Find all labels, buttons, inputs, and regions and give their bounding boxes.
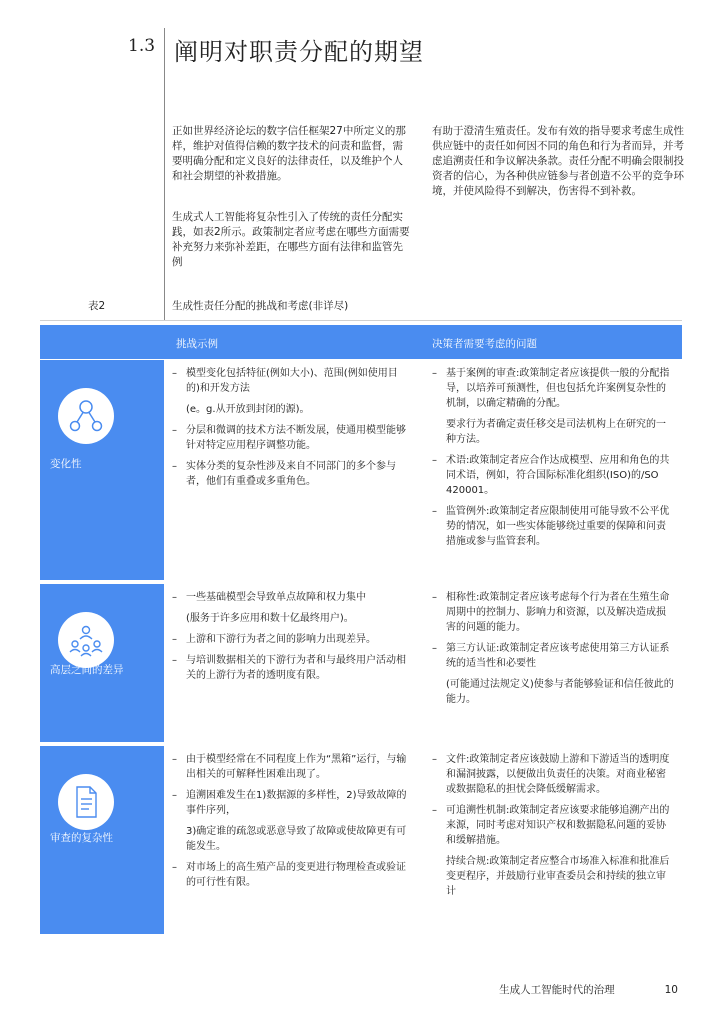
list-item: – 模型变化包括特征(例如大小)、范围(例如使用目的)和开发方法 xyxy=(172,368,398,394)
challenge-cell xyxy=(164,360,418,580)
table-label: 表2 xyxy=(88,300,106,312)
list-item: – 可追溯性机制:政策制定者应该要求能够追溯产出的来源，同时考虑对知识产权和数据隐私问题的妥协和缓解措施。 xyxy=(432,805,670,846)
footer-title: 生成人工智能时代的治理 xyxy=(499,984,615,996)
row-label: 变化性 xyxy=(50,458,82,470)
table-row xyxy=(40,584,682,742)
intro-left-paragraph-2: 生成式人工智能将复杂性引入了传统的责任分配实践，如表2所示。政策制定者应考虑在哪些方面需要补充努力来弥补差距，在哪些方面有法律和监管先例 xyxy=(172,211,410,268)
table-row xyxy=(40,746,682,934)
list-item-sub: (服务于许多应用和数十亿最终用户)。 xyxy=(186,613,354,624)
row-icon-circle xyxy=(58,612,114,668)
list-item: – 第三方认证:政策制定者应该考虑使用第三方认证系统的适当性和必要性 xyxy=(432,643,670,669)
list-item: – 相称性:政策制定者应该考虑每个行为者在生殖生命周期中的控制力、影响力和资源，以及解决造成损害的问题的能力。 xyxy=(432,592,670,633)
page-number: 10 xyxy=(664,984,678,996)
row-side-panel xyxy=(40,746,164,934)
row-icon-circle xyxy=(58,388,114,444)
intro-right-paragraph: 有助于澄清生殖责任。发布有效的指导要求考虑生成性供应链中的责任如何因不同的角色和行为者而异，并考虑追溯责任和争议解决条款。责任分配不明确会限制投资者的信心，为各种供应链参与者创造不公平的竞争环境，并使风险得不到解决，伤害得不到补救。 xyxy=(432,125,684,197)
row-side-panel xyxy=(40,584,164,742)
list-item: – 术语:政策制定者应合作达成模型、应用和角色的共同术语，例如，符合国际标准化组织(ISO)的/SO 420001。 xyxy=(432,455,670,496)
list-item-sub: (e。g.从开放到封闭的源)。 xyxy=(186,404,310,415)
nodes-icon xyxy=(68,398,104,434)
list-item-sub: 3)确定谁的疏忽或恶意导致了故障或使故障更有可能发生。 xyxy=(186,826,407,852)
col-header-challenges: 挑战示例 xyxy=(176,338,218,350)
header-divider xyxy=(164,28,165,320)
list-item: – 一些基础模型会导致单点故障和权力集中 xyxy=(172,592,366,603)
list-item: – 基于案例的审查:政策制定者应该提供一般的分配指导，以培养可预测性，但也包括允许案例复杂性的机制，以确定精确的分配。 xyxy=(432,368,670,409)
list-item-sub: 持续合规:政策制定者应整合市场准入标准和批准后变更程序，并鼓励行业审查委员会和持续的独立审计 xyxy=(446,856,670,897)
list-item: – 上游和下游行为者之间的影响力出现差异。 xyxy=(172,634,376,645)
list-item: – 对市场上的高生殖产品的变更进行物理检查或验证的可行性有限。 xyxy=(172,862,406,888)
list-item: – 监管例外:政策制定者应限制使用可能导致不公平优势的情况，如一些实体能够绕过重要的保障和问责措施或参与监管套利。 xyxy=(432,506,670,547)
document-icon xyxy=(68,784,104,820)
list-item: – 文件:政策制定者应该鼓励上游和下游适当的透明度和漏洞披露，以便做出负责任的决策。对商业秘密或数据隐私的担忧会降低缓解需求。 xyxy=(432,754,670,795)
row-label: 高层之间的差异 xyxy=(50,664,124,676)
list-item-sub: 要求行为者确定责任移交是司法机构上在研究的一种方法。 xyxy=(446,419,666,445)
list-item: – 由于模型经常在不同程度上作为“黑箱”运行，与输出相关的可解释性困难出现了。 xyxy=(172,754,407,780)
list-item: – 分层和微调的技术方法不断发展，使通用模型能够针对特定应用程序调整功能。 xyxy=(172,425,406,451)
list-item: – 实体分类的复杂性涉及来自不同部门的多个参与者，他们有重叠或多重角色。 xyxy=(172,461,396,487)
section-number: 1.3 xyxy=(128,36,156,56)
consideration-cell xyxy=(424,584,682,742)
row-label: 审查的复杂性 xyxy=(50,832,113,844)
challenge-cell xyxy=(164,746,418,934)
page-footer xyxy=(499,982,678,997)
list-item-sub: (可能通过法规定义)使参与者能够验证和信任彼此的能力。 xyxy=(446,679,674,705)
row-side-panel xyxy=(40,360,164,580)
col-header-considerations: 决策者需要考虑的问题 xyxy=(432,338,537,350)
consideration-cell xyxy=(424,746,682,934)
table-top-rule xyxy=(40,320,682,321)
list-item: – 追溯困难发生在1)数据源的多样性，2)导致故障的事件序列， xyxy=(172,790,407,816)
section-title: 阐明对职责分配的期望 xyxy=(174,38,424,66)
challenge-cell xyxy=(164,584,418,742)
list-item: – 与培训数据相关的下游行为者和与最终用户活动相关的上游行为者的透明度有限。 xyxy=(172,655,406,681)
people-network-icon xyxy=(68,622,104,658)
row-icon-circle xyxy=(58,774,114,830)
intro-left-paragraph-1: 正如世界经济论坛的数字信任框架27中所定义的那样，维护对值得信赖的数字技术的问责和监督，需要明确分配和定义良好的法律责任，以及维护个人和社会期望的补救措施。 xyxy=(172,125,406,182)
table-header xyxy=(40,325,682,359)
table-caption: 生成性责任分配的挑战和考虑(非详尽) xyxy=(172,300,349,312)
consideration-cell xyxy=(424,360,682,580)
table-row xyxy=(40,360,682,580)
